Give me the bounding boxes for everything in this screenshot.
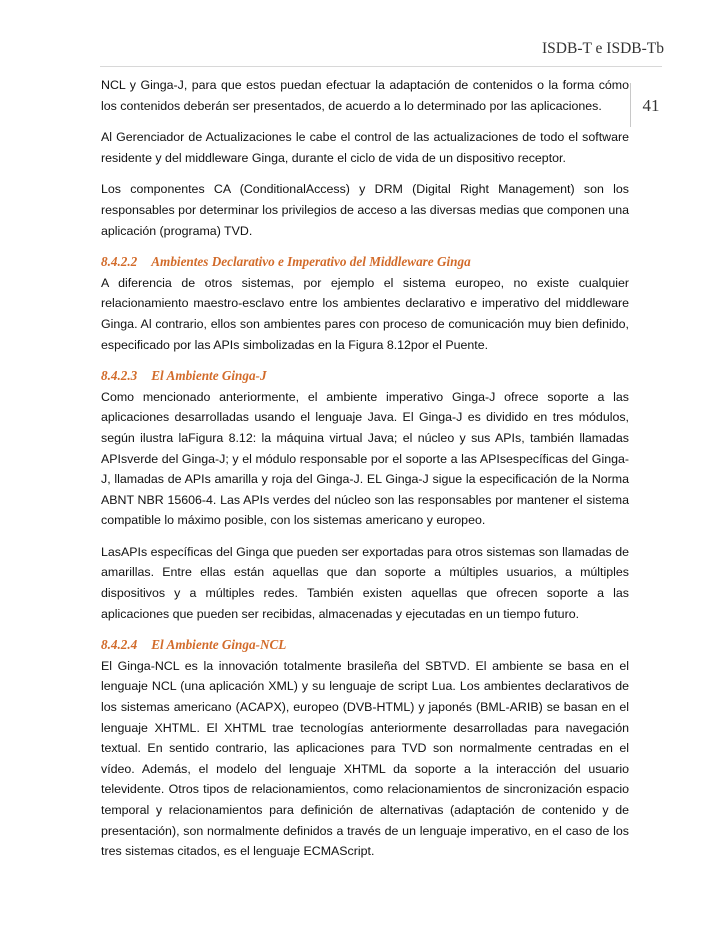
section-heading-8-4-2-4 [101,635,629,656]
section-title: El Ambiente Ginga-J [151,368,267,384]
page-number: 41 [642,96,660,115]
running-header: ISDB-T e ISDB-Tb [542,40,664,57]
section-heading-8-4-2-2 [101,252,629,273]
page-body [101,75,629,873]
section-title: El Ambiente Ginga-NCL [151,637,287,653]
paragraph: NCL y Ginga-J, para que estos puedan efectuar la adaptación de contenidos o la forma cómo los contenidos deberán ser presentados, de acuerdo a lo determinado por las aplicaciones. [101,78,629,113]
paragraph: LasAPIs específicas del Ginga que pueden ser exportadas para otros sistemas son llamadas de amarillas. Entre ellas están aquellas que dan soporte a múltiples usuarios, a múltiples dispositivos y a múltiples redes. También existen aquellas que ofrecen soporte a las aplicaciones que pueden ser recibidas, almacenadas y ejecutadas en un tiempo futuro. [101,544,629,621]
header-rule [100,66,662,67]
paragraph: Al Gerenciador de Actualizaciones le cabe el control de las actualizaciones de todo el software residente y del middleware Ginga, durante el ciclo de vida de un dispositivo receptor. [101,130,629,165]
section-number: 8.4.2.3 [101,368,138,384]
section-number: 8.4.2.2 [101,254,138,270]
section-title: Ambientes Declarativo e Imperativo del Middleware Ginga [151,254,471,270]
section-number: 8.4.2.4 [101,637,138,653]
paragraph: Como mencionado anteriormente, el ambiente imperativo Ginga-J ofrece soporte a las aplicaciones desarrolladas usando el lenguaje Java. El Ginga-J es dividido en tres módulos, según ilustra laFigura 8.12: la máquina virtual Java; el núcleo y sus APIs, también llamadas APIsverde del Ginga-J; y el módulo responsable por el soporte a las APIsespecíficas del Ginga-J, llamadas de APIs amarilla y roja del Ginga-J. EL Ginga-J sigue la especificación de la Norma ABNT NBR 15606-4. Las APIs verdes del núcleo son las responsables por mantener el sistema compatible lo máximo posible, con los sistemas americano y europeo. [101,389,629,528]
paragraph: Los componentes CA (ConditionalAccess) y DRM (Digital Right Management) son los responsables por determinar los privilegios de acceso a las diversas medias que componen una aplicación (programa) TVD. [101,182,629,238]
paragraph: El Ginga-NCL es la innovación totalmente brasileña del SBTVD. El ambiente se basa en el lenguaje NCL (una aplicación XML) y su lenguaje de script Lua. Los ambientes declarativos de los sistemas americano (ACAPX), europeo (DVB-HTML) y japonés (BML-ARIB) se basan en el lenguaje XHTML. El XHTML trae tecnologías anteriormente desarrolladas para navegación textual. En sentido contrario, las aplicaciones para TVD son normalmente centradas en el vídeo. Además, el modelo del lenguaje XHTML da soporte a la interacción del usuario televidente. Otros tipos de relacionamientos, como relacionamientos de sincronización espacio temporal y relacionamientos para definición de alternativas (adaptación de contenido y de presentación), son normalmente definidos a través de un lenguaje imperativo, en el caso de los tres sistemas citados, es el lenguaje ECMAScript. [101,658,629,859]
section-heading-8-4-2-3 [101,366,629,387]
paragraph: A diferencia de otros sistemas, por ejemplo el sistema europeo, no existe cualquier relacionamiento maestro-esclavo entre los ambientes declarativo e imperativo del middleware Ginga. Al contrario, ellos son ambientes pares con proceso de comunicación muy bien definido, especificado por las APIs simbolizadas en la Figura 8.12por el Puente. [101,275,629,352]
